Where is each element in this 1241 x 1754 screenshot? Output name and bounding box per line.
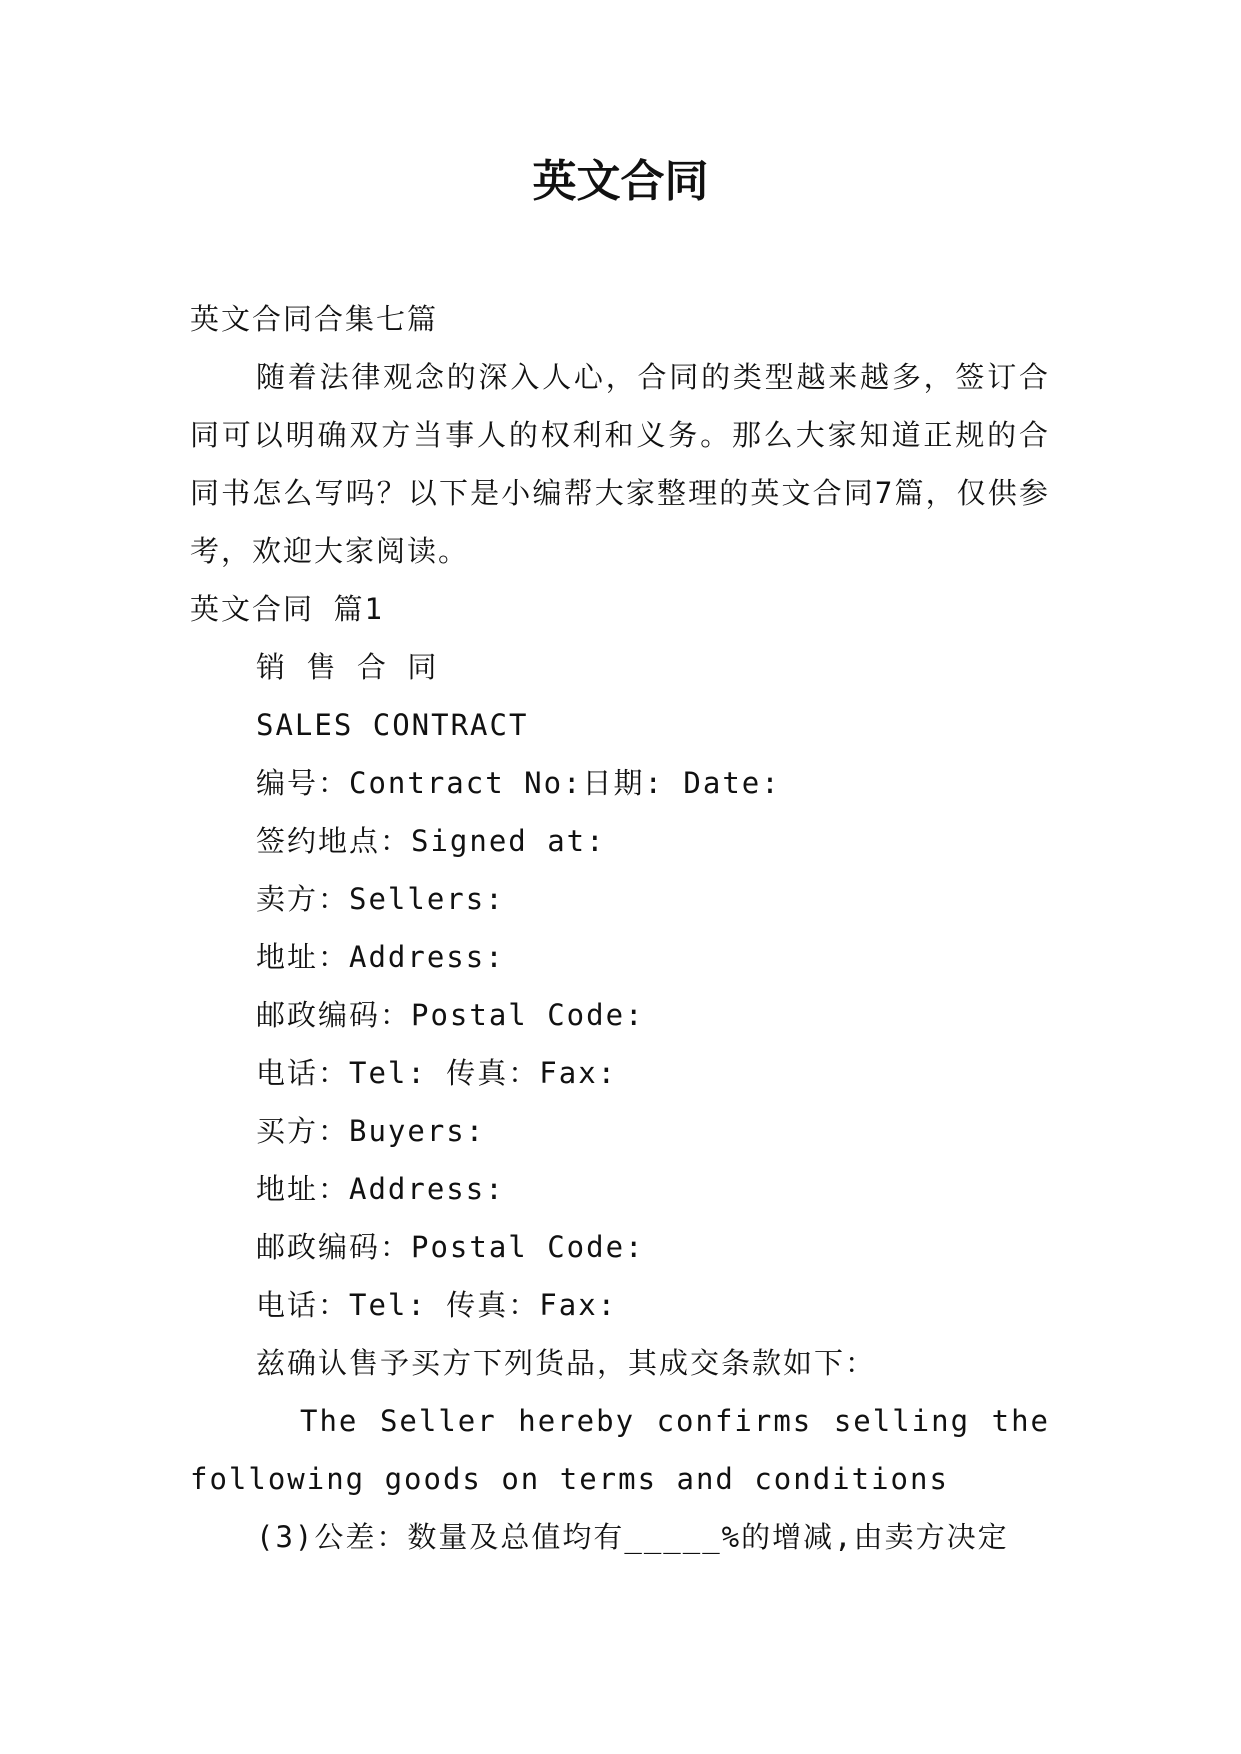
field-signed-at: 签约地点：Signed at: [256,824,606,858]
field-buyers: 买方：Buyers: [256,1114,486,1148]
field-buyer-address: 地址：Address: [256,1172,505,1206]
field-buyer-postal-code: 邮政编码：Postal Code: [256,1230,645,1264]
field-buyer-tel-fax: 电话：Tel: 传真：Fax: [256,1288,618,1322]
document-title: 英文合同 [532,156,709,207]
document-subtitle: 英文合同合集七篇 [190,302,439,336]
intro-paragraph: 随着法律观念的深入人心，合同的类型越来越多，签订合同可以明确双方当事人的权利和义务。那么大家知道正规的合同书怎么写吗？以下是小编帮大家整理的英文合同7篇，仅供参考，欢迎大家阅读。 [190,360,1050,568]
field-seller-address: 地址：Address: [256,940,505,974]
tolerance-clause: (3)公差：数量及总值均有_____%的增减,由卖方决定 [256,1520,1009,1554]
confirmation-clause-en-line1: The Seller hereby confirms selling the [300,1404,1050,1438]
confirmation-clause-cn: 兹确认售予买方下列货品，其成交条款如下： [256,1346,877,1380]
field-contract-no-date: 编号：Contract No:日期: Date: [256,766,781,800]
confirmation-clause-en-line2: following goods on terms and conditions [190,1462,949,1496]
contract-title-en: SALES CONTRACT [256,708,529,742]
document-body [190,290,1050,1566]
field-sellers: 卖方：Sellers: [256,882,505,916]
contract-title-cn: 销 售 合 同 [256,650,439,684]
field-seller-postal-code: 邮政编码：Postal Code: [256,998,645,1032]
field-seller-tel-fax: 电话：Tel: 传真：Fax: [256,1056,618,1090]
section-heading: 英文合同 篇1 [190,592,384,626]
